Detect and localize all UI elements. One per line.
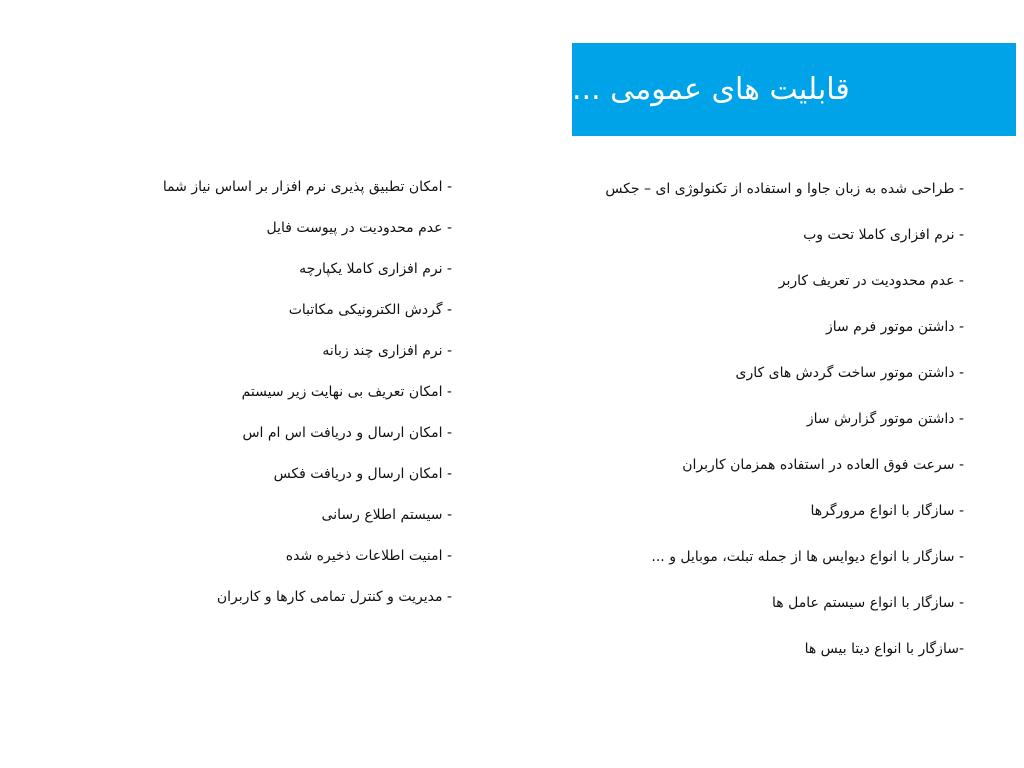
feature-item: - گردش الکترونیکی مکاتبات: [288, 302, 452, 318]
features-list-right: [544, 178, 964, 684]
feature-item: - نرم افزاری کاملا تحت وب: [803, 227, 964, 243]
feature-item: - داشتن موتور فرم ساز: [825, 319, 964, 335]
feature-item: - عدم محدودیت در پیوست فایل: [266, 220, 452, 236]
feature-item: - سازگار با انواع مرورگرها: [810, 503, 964, 519]
feature-item: - سازگار با انواع سیستم عامل ها: [772, 595, 964, 611]
feature-item: - نرم افزاری چند زبانه: [322, 343, 452, 359]
feature-item: - امنیت اطلاعات ذخیره شده: [285, 548, 452, 564]
feature-item: - سرعت فوق العاده در استفاده همزمان کاربران: [682, 457, 964, 473]
feature-item: -سازگار با انواع دیتا بیس ها: [804, 641, 964, 657]
feature-item: - امکان تطبیق پذیری نرم افزار بر اساس نیاز شما: [162, 179, 452, 195]
feature-item: - داشتن موتور ساخت گردش های کاری: [735, 365, 964, 381]
feature-item: - نرم افزاری کاملا یکپارچه: [299, 261, 452, 277]
feature-item: - امکان تعریف بی نهایت زیر سیستم: [241, 384, 452, 400]
feature-item: - داشتن موتور گزارش ساز: [806, 411, 964, 427]
feature-item: - سیستم اطلاع رسانی: [321, 507, 452, 523]
features-list-left: [32, 176, 452, 627]
feature-item: - سازگار با انواع دیوایس ها از جمله تبلت، موبایل و ...: [651, 549, 964, 565]
feature-item: - مدیریت و کنترل تمامی کارها و کاربران: [216, 589, 452, 605]
slide-title: قابلیت های عمومی ...: [572, 71, 850, 107]
feature-item: - عدم محدودیت در تعریف کاربر: [778, 273, 964, 289]
title-bar: [572, 43, 1016, 136]
feature-item: - طراحی شده به زبان جاوا و استفاده از تکنولوژی ای – جکس: [605, 181, 964, 197]
feature-item: - امکان ارسال و دریافت فکس: [273, 466, 452, 482]
feature-item: - امکان ارسال و دریافت اس ام اس: [242, 425, 452, 441]
